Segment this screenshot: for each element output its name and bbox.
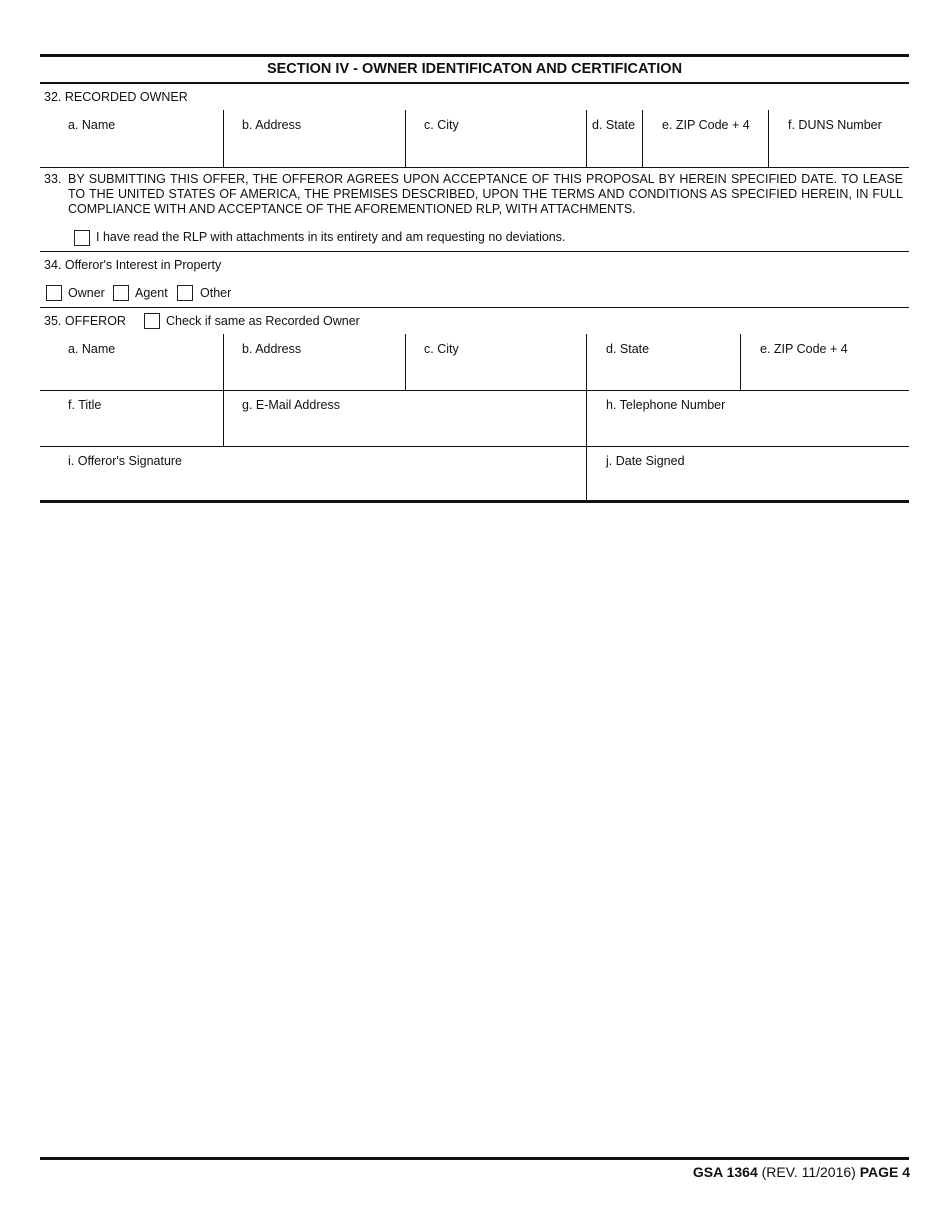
section-title: SECTION IV - OWNER IDENTIFICATON AND CERTIFICATION	[266, 61, 683, 77]
owner-state-label: d. State	[592, 118, 636, 132]
offeror-email-label: g. E-Mail Address	[242, 398, 340, 412]
footer	[693, 1164, 910, 1181]
footer-form-number: GSA 1364	[692, 1164, 758, 1180]
offeror-name-label: a. Name	[68, 342, 116, 356]
owner-city-label: c. City	[424, 118, 459, 132]
owner-name-label: a. Name	[68, 118, 116, 132]
offeror-heading: 35. OFFEROR	[44, 314, 126, 328]
recorded-owner-heading: 32. RECORDED OWNER	[44, 90, 188, 104]
interest-agent-label: Agent	[135, 286, 168, 300]
interest-heading: 34. Offeror's Interest in Property	[44, 258, 222, 272]
certification-number: 33.	[44, 172, 62, 186]
top-rule	[40, 54, 909, 57]
interest-owner-label: Owner	[68, 286, 105, 300]
no-deviations-checkbox[interactable]	[74, 230, 90, 246]
form-bottom-rule	[40, 500, 909, 503]
certification-text: BY SUBMITTING THIS OFFER, THE OFFEROR AGREES UPON ACCEPTANCE OF THIS PROPOSAL BY HEREIN SPECIFIED DATE. TO LEASE TO THE UNITED STATES OF AMERICA, THE PREMISES DESCRIBED, UPON THE TERMS AND CONDITIONS AS SPECIFIED HEREIN, IN FULL COMPLIANCE WITH AND ACCEPTANCE OF THE AFOREMENTIONED RLP, WITH ATTACHMENTS.	[68, 172, 903, 216]
footer-revision: (REV. 11/2016)	[761, 1164, 856, 1180]
offeror-zip-label: e. ZIP Code + 4	[760, 342, 848, 356]
no-deviations-label: I have read the RLP with attachments in its entirety and am requesting no deviations.	[96, 230, 566, 244]
row-divider-32	[40, 167, 909, 168]
row-divider-33	[40, 251, 909, 252]
same-as-owner-label: Check if same as Recorded Owner	[166, 314, 360, 328]
row-divider-34	[40, 307, 909, 308]
interest-owner-checkbox[interactable]	[46, 285, 62, 301]
interest-other-checkbox[interactable]	[177, 285, 193, 301]
owner-duns-label: f. DUNS Number	[788, 118, 882, 132]
footer-rule	[40, 1157, 909, 1160]
owner-zip-label: e. ZIP Code + 4	[662, 118, 750, 132]
offeror-signature-label: i. Offeror's Signature	[68, 454, 183, 468]
offeror-city-label: c. City	[424, 342, 459, 356]
interest-agent-checkbox[interactable]	[113, 285, 129, 301]
owner-address-label: b. Address	[242, 118, 302, 132]
offeror-state-label: d. State	[606, 342, 650, 356]
offeror-title-label: f. Title	[68, 398, 102, 412]
same-as-owner-checkbox[interactable]	[144, 313, 160, 329]
title-underline	[40, 82, 909, 84]
footer-page: PAGE 4	[859, 1164, 910, 1180]
offeror-date-label: j. Date Signed	[606, 454, 685, 468]
offeror-phone-label: h. Telephone Number	[606, 398, 726, 412]
offeror-address-label: b. Address	[242, 342, 302, 356]
interest-other-label: Other	[200, 286, 232, 300]
